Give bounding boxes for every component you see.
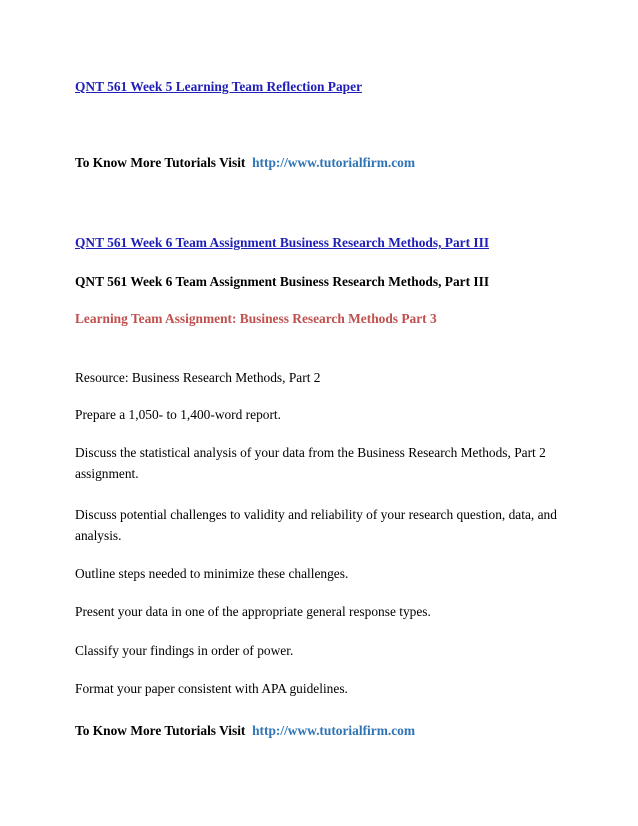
promo-line-bottom — [75, 724, 415, 737]
week5-reflection-link[interactable]: QNT 561 Week 5 Learning Team Reflection Paper — [75, 79, 363, 94]
outline-text: Outline steps needed to minimize these challenges. — [75, 566, 349, 581]
promo-label: To Know More Tutorials Visit — [75, 155, 246, 170]
promo-label-bottom: To Know More Tutorials Visit — [75, 723, 246, 738]
discuss-challenges-text: Discuss potential challenges to validity and reliability of your research question, data, and analysis. — [75, 507, 557, 543]
prepare-text: Prepare a 1,050- to 1,400-word report. — [75, 407, 282, 422]
resource-text: Resource: Business Research Methods, Part 2 — [75, 370, 321, 385]
discuss-statistical-text: Discuss the statistical analysis of your data from the Business Research Methods, Part 2 assignment. — [75, 445, 546, 481]
assignment-heading: Learning Team Assignment: Business Research Methods Part 3 — [75, 311, 437, 326]
week6-assignment-link[interactable]: QNT 561 Week 6 Team Assignment Business Research Methods, Part III — [75, 235, 490, 250]
classify-text: Classify your findings in order of power. — [75, 643, 294, 658]
present-text: Present your data in one of the appropriate general response types. — [75, 604, 431, 619]
format-text: Format your paper consistent with APA guidelines. — [75, 681, 348, 696]
promo-line-top — [75, 156, 415, 169]
tutorialfirm-url-link[interactable]: http://www.tutorialfirm.com — [252, 155, 415, 170]
tutorialfirm-url-link-bottom[interactable]: http://www.tutorialfirm.com — [252, 723, 415, 738]
week6-assignment-title: QNT 561 Week 6 Team Assignment Business Research Methods, Part III — [75, 274, 490, 289]
